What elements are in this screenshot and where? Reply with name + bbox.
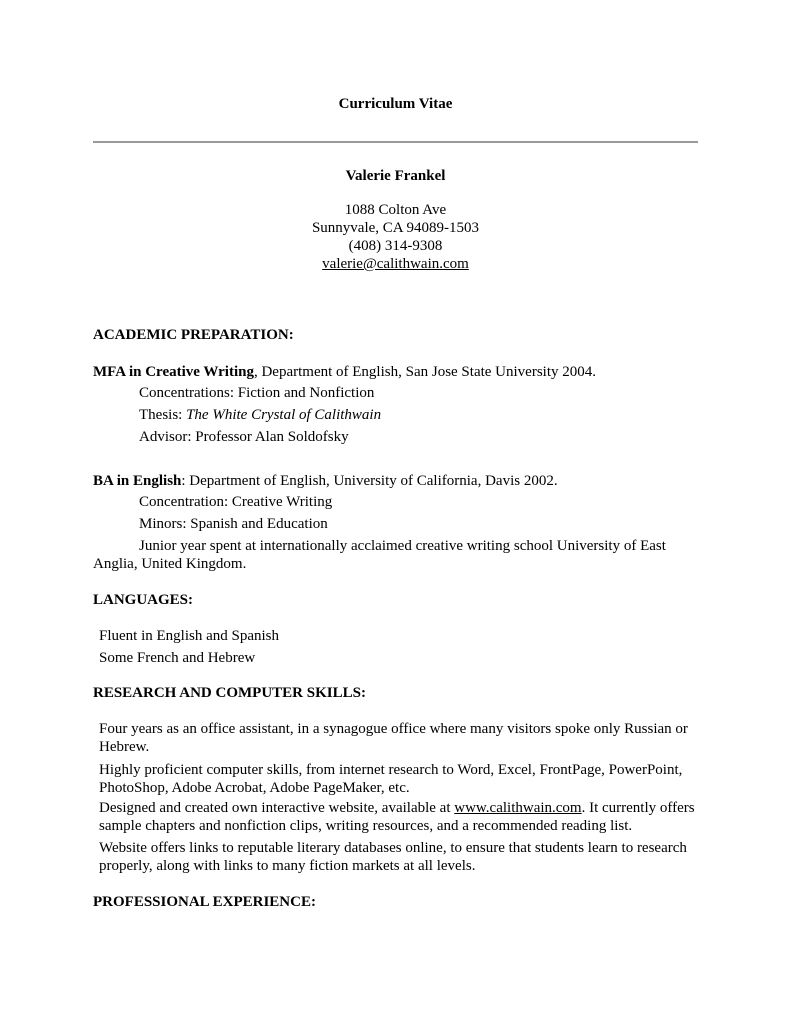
skill-item-4-line-1: Website offers links to reputable literary databases online, to ensure that students learn to research [99, 840, 687, 856]
skill-item-1-line-1: Four years as an office assistant, in a synagogue office where many visitors spoke only Russian or [99, 721, 688, 737]
person-name: Valerie Frankel [345, 168, 446, 184]
skill-item-2-line-2: PhotoShop, Adobe Acrobat, Adobe PageMaker, etc. [99, 780, 410, 796]
ba-junior-year-line-2: Anglia, United Kingdom. [93, 556, 247, 572]
skill-item-3-line-1 [99, 799, 695, 817]
email-line [0, 255, 791, 273]
thesis-label: Thesis: [139, 407, 187, 423]
ba-junior-year-line-1: Junior year spent at internationally acclaimed creative writing school University of East [139, 538, 666, 554]
academic-heading: ACADEMIC PREPARATION: [93, 327, 294, 343]
ba-degree: BA in English [93, 473, 182, 489]
mfa-degree: MFA in Creative Writing [93, 364, 254, 380]
ba-minors: Minors: Spanish and Education [139, 516, 328, 532]
thesis-title: The White Crystal of Calithwain [186, 407, 382, 423]
skill-item-3-line-2: sample chapters and nonfiction clips, writing resources, and a recommended reading list. [99, 818, 633, 834]
mfa-thesis [139, 406, 381, 424]
skill-item-3-text: Designed and created own interactive website, available at [99, 800, 455, 816]
skill-item-4-line-2: properly, along with links to many fiction markets at all levels. [99, 858, 476, 874]
skill-item-2-line-1: Highly proficient computer skills, from internet research to Word, Excel, FrontPage, PowerPoint, [99, 762, 683, 778]
website-link[interactable]: www.calithwain.com [454, 800, 582, 816]
ba-line [93, 472, 558, 490]
skill-item-3-text-end: . It currently offers [581, 800, 695, 816]
address-line-1: 1088 Colton Ave [344, 202, 447, 218]
mfa-concentrations: Concentrations: Fiction and Nonfiction [139, 385, 375, 401]
language-item: Fluent in English and Spanish [99, 628, 279, 644]
mfa-line [93, 363, 596, 381]
skills-heading: RESEARCH AND COMPUTER SKILLS: [93, 685, 366, 701]
ba-concentration: Concentration: Creative Writing [139, 494, 333, 510]
language-item: Some French and Hebrew [99, 650, 256, 666]
email-link[interactable]: valerie@calithwain.com [322, 256, 469, 272]
address-line-2: Sunnyvale, CA 94089-1503 [311, 220, 480, 236]
languages-heading: LANGUAGES: [93, 592, 194, 608]
mfa-details: , Department of English, San Jose State University 2004. [253, 364, 597, 380]
skill-item-1-line-2: Hebrew. [99, 739, 150, 755]
experience-heading: PROFESSIONAL EXPERIENCE: [93, 894, 316, 910]
horizontal-rule [93, 141, 698, 143]
document-title: Curriculum Vitae [338, 96, 453, 112]
ba-details: : Department of English, University of California, Davis 2002. [181, 473, 558, 489]
phone-number: (408) 314-9308 [348, 238, 443, 254]
mfa-advisor: Advisor: Professor Alan Soldofsky [139, 429, 349, 445]
